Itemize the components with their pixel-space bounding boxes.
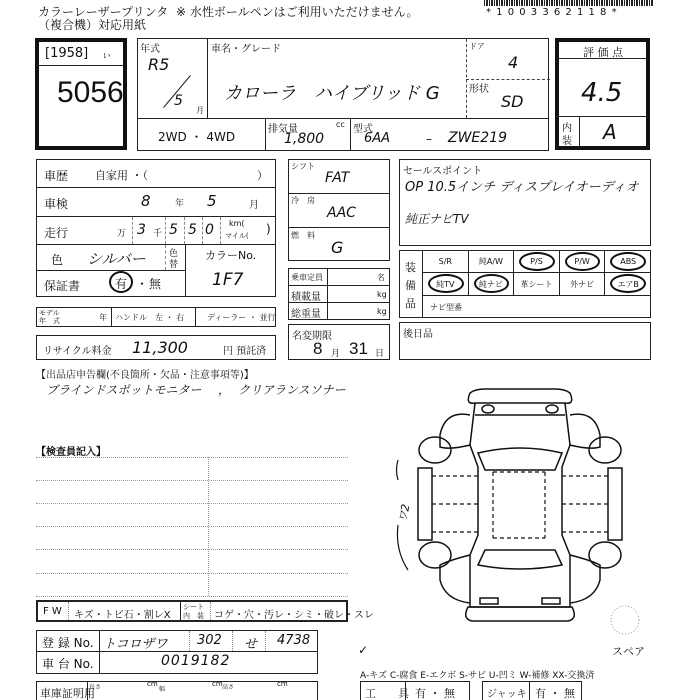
registration-kana: せ: [244, 637, 258, 652]
registration-row: [37, 631, 317, 652]
writing-line: [36, 457, 348, 458]
warranty-no[interactable]: 無: [149, 277, 162, 291]
divider: [559, 58, 646, 59]
model-prefix: 6AA: [364, 131, 391, 146]
mileage-thousands: 3: [137, 222, 146, 238]
fw-label: F W: [43, 606, 62, 617]
history-close: ）: [257, 169, 268, 182]
shift-row: [289, 160, 389, 194]
color-change-label: 替: [169, 260, 179, 270]
divider: [87, 682, 88, 700]
color-no-label: カラーNo.: [205, 249, 257, 262]
recycle-unit: 円 預託済: [223, 346, 267, 357]
later-items-label: 後日品: [403, 329, 433, 340]
chassis-label: 車 台 No.: [42, 657, 94, 671]
mileage-row: [37, 217, 275, 245]
divider: [422, 295, 650, 296]
circle-mark: [474, 274, 510, 293]
equipment-label: 備: [405, 279, 416, 292]
transfer-label: 名変期限: [292, 331, 332, 342]
wheel: [419, 437, 451, 463]
seller-notes-label: 【出品店申告欄(不良箇所・欠品・注意事項等)】: [36, 370, 254, 381]
warranty-label: 保証書: [44, 279, 81, 293]
mileage-hundreds: 5: [169, 222, 178, 238]
divider: [68, 602, 69, 620]
capacity-label: 乗車定員: [291, 273, 323, 282]
specs-box: [288, 159, 390, 261]
car-grade: ハイブリッド G: [314, 83, 440, 104]
ac-label: 冷 房: [291, 196, 315, 205]
color-label: 色: [51, 253, 64, 267]
equipment-item[interactable]: [605, 251, 651, 273]
mileage-label: 走行: [44, 226, 69, 240]
equipment-item-label: 純A/W: [478, 257, 503, 266]
left-front-fender: [440, 414, 470, 448]
man-unit: 万: [117, 229, 127, 239]
name-label: 車名・グレード: [211, 44, 281, 55]
model-label: 型式: [353, 124, 373, 135]
divider: [350, 118, 351, 150]
divider: [202, 217, 203, 244]
divider: [111, 308, 112, 326]
divider: [220, 217, 221, 244]
shape-label: 形状: [469, 84, 489, 95]
handle-side: ハンドル 左 ・ 右: [115, 313, 185, 322]
writing-line: [36, 526, 348, 527]
fw-items: キズ・トビ石・割レX: [74, 610, 171, 621]
spare-tire: [611, 606, 639, 634]
equipment-item-label: 純ナビ: [478, 279, 503, 289]
right-front-fender: [570, 414, 600, 448]
seller-notes-value: ブラインドスポットモニター: [46, 383, 202, 397]
lot-code: [1958]: [45, 46, 89, 61]
divider: [165, 217, 166, 244]
equipment-item[interactable]: [423, 273, 469, 295]
sen-unit: 千: [153, 229, 163, 239]
vehicle-box: [137, 38, 549, 151]
circle-mark: [519, 252, 555, 271]
equipment-item[interactable]: [469, 251, 515, 273]
divider: [132, 217, 133, 244]
model-year-unit: 年: [99, 313, 107, 322]
transfer-box: [288, 324, 390, 360]
seat-items: コゲ・穴・汚レ・シミ・破レ・スレ: [214, 610, 374, 621]
registration-area: トコロザワ: [103, 637, 168, 652]
equipment-item-label: P/W: [574, 257, 590, 266]
equipment-label: 装: [405, 261, 416, 274]
divider: [189, 631, 190, 651]
divider: [232, 631, 233, 651]
equipment-label: 品: [405, 297, 416, 310]
model-code: ZWE219: [448, 130, 508, 146]
color-value: シルバー: [87, 250, 146, 268]
sales-point-box: [399, 159, 651, 246]
month-value: 5: [174, 93, 183, 109]
year-value: R5: [148, 55, 170, 74]
history-row: [37, 160, 275, 188]
equipment-item-label: ABS: [620, 257, 637, 266]
door-value: 4: [508, 53, 519, 72]
divider: [165, 245, 166, 270]
registration-label: 登 録 No.: [42, 636, 94, 650]
car-name: カローラ: [224, 83, 296, 104]
equipment-item-label: エアB: [617, 279, 639, 289]
front-bumper: [468, 389, 571, 403]
displacement-unit: cc: [336, 120, 345, 129]
sales-point-line2: 純正ナビTV: [405, 212, 469, 226]
left-rear-fender: [440, 555, 470, 603]
equipment-item[interactable]: [423, 251, 469, 273]
year-cell: [138, 39, 208, 118]
navi-model-label: ナビ型番: [430, 303, 462, 312]
rear-window: [478, 550, 562, 569]
divider: [39, 65, 123, 66]
capacity-row: [289, 269, 389, 286]
capacity-unit: 名: [377, 273, 385, 282]
writing-line: [36, 480, 348, 481]
writing-line: [36, 503, 348, 504]
inspection-month: 5: [207, 192, 217, 210]
divider: [405, 682, 406, 700]
warranty-yes[interactable]: 有: [115, 277, 128, 291]
barcode: [484, 0, 654, 6]
divider: [210, 602, 211, 620]
shift-value: FAT: [325, 170, 350, 186]
seller-notes-separator: ，: [218, 383, 231, 397]
divider: [184, 217, 185, 244]
sales-point-line1: OP 10.5インチ ディスプレイオーディオ: [405, 180, 639, 195]
fuel-label: 燃 料: [291, 231, 315, 240]
color-row: [37, 245, 185, 271]
writing-line: [36, 573, 348, 574]
shift-label: シフト: [291, 162, 315, 171]
paper-type-sub: （複合機）対応用紙: [38, 18, 147, 32]
load-unit: kg: [377, 290, 387, 299]
history-value: 自家用 ・（: [95, 169, 148, 182]
right-rear-fender: [570, 555, 600, 603]
divider: [208, 457, 209, 596]
inspection-row: [37, 188, 275, 217]
cm-unit: cm: [212, 680, 223, 688]
equipment-item-label: 革シート: [520, 279, 553, 289]
transfer-day-unit: 日: [375, 349, 385, 359]
gross-label: 総重量: [291, 309, 321, 320]
headlight: [482, 405, 494, 413]
divider: [265, 631, 266, 651]
ac-row: [289, 194, 389, 228]
tool-label: 工 具: [365, 687, 409, 700]
month-unit: 月: [249, 200, 259, 211]
divider: [99, 652, 100, 673]
windshield: [478, 448, 562, 470]
divider: [180, 602, 181, 620]
transfer-month-unit: 月: [331, 349, 341, 359]
mile-unit: マイル(: [225, 232, 249, 240]
damage-row: [36, 600, 374, 622]
equipment-item[interactable]: [560, 251, 606, 273]
registration-number: 4738: [277, 633, 311, 648]
equipment-item-label: S/R: [438, 257, 452, 266]
equipment-item[interactable]: [605, 273, 651, 295]
history-label: 車歴: [44, 169, 69, 183]
cm-unit: cm: [277, 680, 288, 688]
registration-box: [36, 630, 318, 674]
writing-line: [36, 549, 348, 550]
taillight: [480, 598, 498, 604]
interior-label: 装: [562, 136, 572, 147]
gross-unit: kg: [377, 307, 387, 316]
divider: [138, 118, 548, 119]
year-label: 年式: [140, 44, 160, 55]
warranty-sep: ・: [136, 277, 149, 291]
check-mark: ✓: [358, 643, 369, 657]
fuel-value: G: [331, 238, 344, 257]
wheel: [419, 542, 451, 568]
equipment-item[interactable]: [469, 273, 515, 295]
lot-mark: ぃ: [101, 50, 111, 61]
seller-notes-value: クリアランスソナー: [238, 383, 346, 397]
displacement-label: 排気量: [268, 124, 298, 135]
equipment-grid: [423, 251, 651, 295]
jack-box: [482, 681, 582, 700]
interior-label: 内: [562, 123, 572, 134]
pen-notice: ※ 水性ボールペンはご利用いただけません。: [176, 5, 419, 19]
right-side-panel: [608, 468, 622, 540]
barcode-number: * 1 0 0 3 3 6 2 1 1 8 *: [486, 7, 618, 18]
score-value: 4.5: [581, 78, 623, 108]
mileage-ones: 0: [205, 222, 214, 238]
dealer-type: ディーラー ・ 並行: [207, 313, 276, 322]
year-unit: 年: [175, 199, 185, 209]
drive-type: 2WD ・ 4WD: [158, 130, 236, 144]
divider: [195, 308, 196, 326]
divider: [99, 631, 100, 651]
divider: [185, 245, 186, 296]
divider: [559, 116, 646, 117]
car-diagram: [390, 375, 670, 635]
equipment-item-label: 純TV: [436, 279, 455, 289]
recycle-row: [36, 335, 276, 360]
taillight: [542, 598, 560, 604]
paren-close: ): [266, 222, 271, 236]
rear-bumper: [466, 607, 575, 621]
spare-label: スペア: [612, 645, 645, 658]
tool-value[interactable]: 有 ・ 無: [415, 687, 455, 700]
equipment-item[interactable]: [514, 273, 560, 295]
shape-value: SD: [501, 92, 524, 111]
wheel: [589, 437, 621, 463]
garage-box: [36, 681, 318, 700]
model-year-label: 年 式: [39, 317, 60, 325]
history-box: [36, 159, 276, 297]
divider: [579, 116, 580, 146]
divider: [529, 682, 530, 700]
later-items-box: [399, 322, 651, 360]
writing-line: [36, 596, 348, 597]
model-dash: –: [426, 132, 432, 146]
divider: [265, 118, 266, 150]
lot-box: [35, 38, 127, 150]
month-unit: 月: [196, 106, 204, 115]
score-box: [555, 38, 650, 150]
mileage-tens: 5: [188, 222, 197, 238]
width-label: 幅: [159, 686, 166, 693]
circle-mark: [610, 252, 646, 271]
door-label: ドア: [469, 42, 485, 51]
transfer-month: 8: [313, 339, 323, 358]
load-label: 積載量: [291, 292, 321, 303]
recycle-value: 11,300: [132, 338, 188, 357]
length-label: 長さ: [89, 684, 102, 691]
equipment-item-label: 外ナビ: [570, 279, 595, 289]
ac-value: AAC: [327, 205, 356, 221]
circle-mark: [565, 252, 601, 271]
damage-code-legend: A-キズ C-腐食 E-エクボ S-サビ U-凹ミ W-補修 XX-交換済: [360, 671, 595, 681]
tools-box: [360, 681, 470, 700]
chassis-number: 0019182: [161, 653, 231, 669]
interior-score: A: [603, 120, 617, 144]
circle-mark: [428, 274, 464, 293]
jack-label: ジャッキ: [487, 689, 527, 700]
color-no-value: 1F7: [212, 270, 244, 290]
lot-number: 5056: [57, 76, 124, 109]
headlight: [546, 405, 558, 413]
equipment-item[interactable]: [560, 273, 606, 295]
transfer-day: 31: [349, 339, 368, 358]
damage-note: ワ2: [396, 503, 413, 524]
model-year-row: [36, 307, 276, 327]
inspection-year: 8: [141, 192, 151, 210]
car-body-outline: [470, 403, 570, 607]
model-year-label: モデル: [39, 309, 60, 317]
load-row: [289, 286, 389, 303]
equipment-item-label: P/S: [530, 257, 543, 266]
score-label: 評 価 点: [583, 46, 623, 59]
inspector-label: 【検査員記入】: [36, 447, 106, 458]
capacity-box: [288, 268, 390, 320]
left-side-panel: [418, 468, 432, 540]
recycle-label: リサイクル料金: [43, 346, 112, 357]
height-label: 高さ: [222, 684, 235, 691]
jack-value[interactable]: 有 ・ 無: [535, 687, 575, 700]
paper-type-label: カラーレーザープリンタ: [38, 5, 169, 19]
displacement-value: 1,800: [284, 131, 325, 147]
seat-label: シート: [183, 603, 204, 611]
equipment-item[interactable]: [514, 251, 560, 273]
color-change-label: 色: [169, 249, 179, 259]
cm-unit: cm: [147, 680, 158, 688]
km-unit: km(: [229, 219, 245, 228]
circle-mark: [610, 274, 646, 293]
seat-label: 内 装: [183, 612, 204, 620]
equipment-box: [399, 250, 651, 318]
wheel: [589, 542, 621, 568]
inspection-label: 車検: [44, 197, 69, 211]
garage-label: 車庫証明用: [40, 687, 95, 700]
sales-point-label: セールスポイント: [403, 166, 483, 177]
registration-class: 302: [197, 633, 222, 648]
